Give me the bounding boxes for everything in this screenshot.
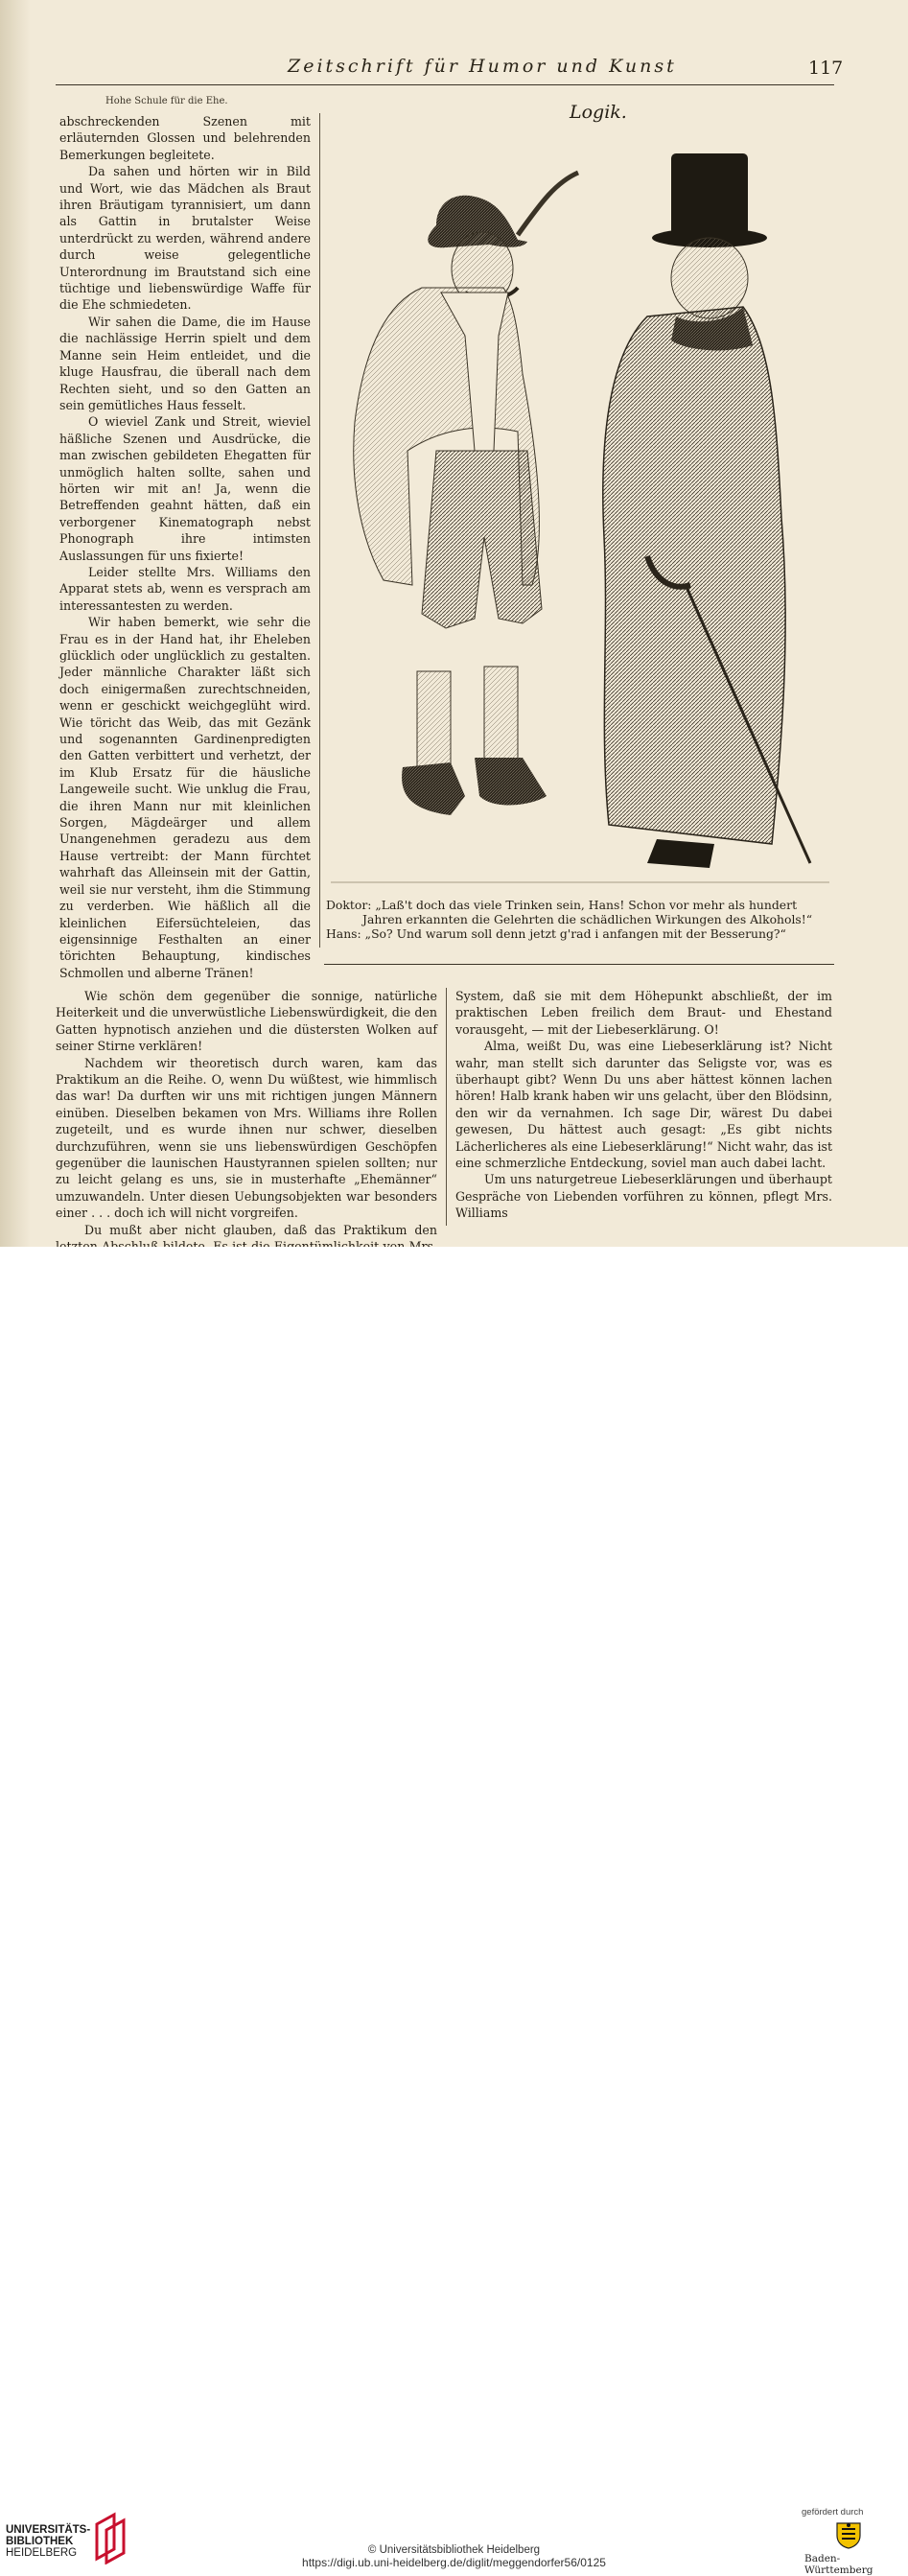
paragraph: Da sahen und hörten wir in Bild und Wort, wie das Mädchen als Braut ihren Bräutigam tyrannisiert, um dann als Gattin in brutalster Weise unterdrückt zu werden, während andere durch weise gelegentliche Unterordnung im Brautstand sich eine tüchtige und liebenswürdige Waffe für die Ehe schmiedeten. [59,164,311,313]
library-line: HEIDELBERG [6,2547,78,2559]
header-rule [56,84,834,85]
library-line: UNIVERSITÄTS- [6,2524,91,2536]
paragraph: abschreckenden Szenen mit erläuternden Glossen und belehrenden Bemerkungen begleitete. [59,114,311,162]
sponsor-label: gefördert durch [802,2507,864,2517]
figure-doktor [603,153,810,868]
section-rule [324,964,834,965]
column-divider [319,113,320,948]
paragraph: Wir sahen die Dame, die im Hause die nachlässige Herrin spielt und dem Manne sein Heim entleidet, und die kluge Hausfrau, die überall nach dem Rechten sieht, und so den Gatten an sein gemütliches Haus fesselt. [59,314,311,412]
text-column-bottom-left [56,988,437,1272]
page-header-title: Zeitschrift für Humor und Kunst [288,56,677,77]
figure-hans [354,173,578,815]
paragraph: Wie schön dem gegenüber die sonnige, natürliche Heiterkeit und die unverwüstliche Liebenswürdigkeit, die den Gatten hypnotisch anziehen und die düstersten Wolken auf seiner Stirne verklären! [56,989,437,1054]
paragraph: Leider stellte Mrs. Williams den Apparat stets ab, wenn es versprach am interessantesten zu werden. [59,564,311,613]
paragraph: Du mußt aber nicht glauben, daß das Praktikum den [84,1222,437,1237]
page-number: 117 [808,58,844,79]
caption-line: Jahren erkannten die Gelehrten die schädlichen Wirkungen des Alkohols!“ [362,912,813,926]
illustration-drawing [331,134,829,892]
library-line: BIBLIOTHEK [6,2536,74,2547]
paragraph: Um uns naturgetreue Liebeserklärungen und überhaupt Gespräche von Liebenden vorführen zu können, pflegt Mrs. Williams [455,1172,832,1221]
caption-line: Doktor: „Laß't doch das viele Trinken sein, Hans! Schon vor mehr als hundert [326,898,798,912]
copyright-text: © Universitätsbibliothek Heidelberg [367,2544,541,2556]
text-column-bottom-right [455,988,832,1222]
text-column-left [59,113,311,981]
paragraph: Alma, weißt Du, was eine Liebeserklärung ist? Nicht wahr, man stellt sich darunter das Seligste vor, was es überhaupt gibt? Wenn Du uns aber hättest können lachen hören! Halb krank haben wir uns gelacht, über den Blödsinn, den wir da vernahmen. Ich sage Dir, wärest Du dabei gewesen, Du hättest auch gesagt: „Es gibt nichts Lächerlicheres als eine Liebeserklärung!“ Nicht wahr, das ist eine schmerzliche Entdeckung, soviel man auch dabei lacht. [455,1039,832,1171]
paragraph: O wieviel Zank und Streit, wieviel häßliche Szenen und Ausdrücke, die man zwischen gebildeten Ehegatten für unmöglich halten sollte, sahen und hörten wir mit an! Ja, wenn die Betreffenden geahnt hätten, daß ein verborgener Kinematograph nebst Phonograph ihre intimsten Auslassungen für uns fixierte! [59,414,311,563]
scanned-page [0,0,908,1247]
column-divider [446,988,447,1226]
caption-line: Hans: „So? Und warum soll denn jetzt g'rad i anfangen mit der Besserung?“ [326,926,786,941]
viewer-footer [0,1247,908,2576]
permalink[interactable]: https://digi.ub.uni-heidelberg.de/diglit/meggendorfer56/0125 [302,2556,606,2569]
paragraph: Nachdem wir theoretisch durch waren, kam das Praktikum an die Reihe. O, wenn Du wüßtest, wie himmlisch das war! Da durften wir uns mit richtigen jungen Männern einüben. Dieselben bekamen von Mrs. Williams ihre Rollen zugeteilt, und es wurde ihnen nur schwer, dieselben durchzuführen, wenn sie uns liebenswürdigen Geschöpfen gegenüber die launischen Haustyrannen spielen sollten; nur zu leicht gelang es uns, sie in musterhafte „Ehemänner“ umzuwandeln. Unter diesen Uebungsobjekten war besonders einer . . . doch ich will nicht vorgreifen. [56,1055,437,1221]
running-head: Hohe Schule für die Ehe. [105,96,228,106]
paragraph: Wir haben bemerkt, wie sehr die Frau es in der Hand hat, ihr Eheleben glücklich oder unglücklich zu gestalten. Jeder männliche Charakter läßt sich doch einigermaßen zurechtschneiden, wenn er geschickt weichgeglüht wird. Wie töricht das Weib, das mit Gezänk und sogenannten Gardinenpredigten den Gatten verbittert und verhetzt, der im Klub Ersatz für die häusliche Langeweile sucht. Wie unklug die Frau, die ihren Mann nur mit kleinlichen Sorgen, Mägdeärger und allem Unangenehmen geradezu aus dem Hause vertreibt: der Mann fürchtet wahrhaft das Alleinsein mit der Gattin, weil sie nur versteht, ihm die Stimmung zu verderben. Wie häßlich all die kleinlichen Eifersüchteleien, das eigensinnige Festhalten an einer törichten Behauptung, kindisches Schmollen und alberne Tränen! [59,615,311,980]
coat-of-arms-icon [832,2520,865,2549]
illustration-title: Logik. [570,102,627,123]
paragraph: System, daß sie mit dem Höhepunkt abschließt, der im praktischen Leben freilich dem Braut- und Ehestand vorausgeht, — mit der Liebeserklärung. O! [455,989,832,1037]
sponsor-name: Baden-Württemberg [804,2553,873,2576]
illustration-caption [326,898,839,941]
